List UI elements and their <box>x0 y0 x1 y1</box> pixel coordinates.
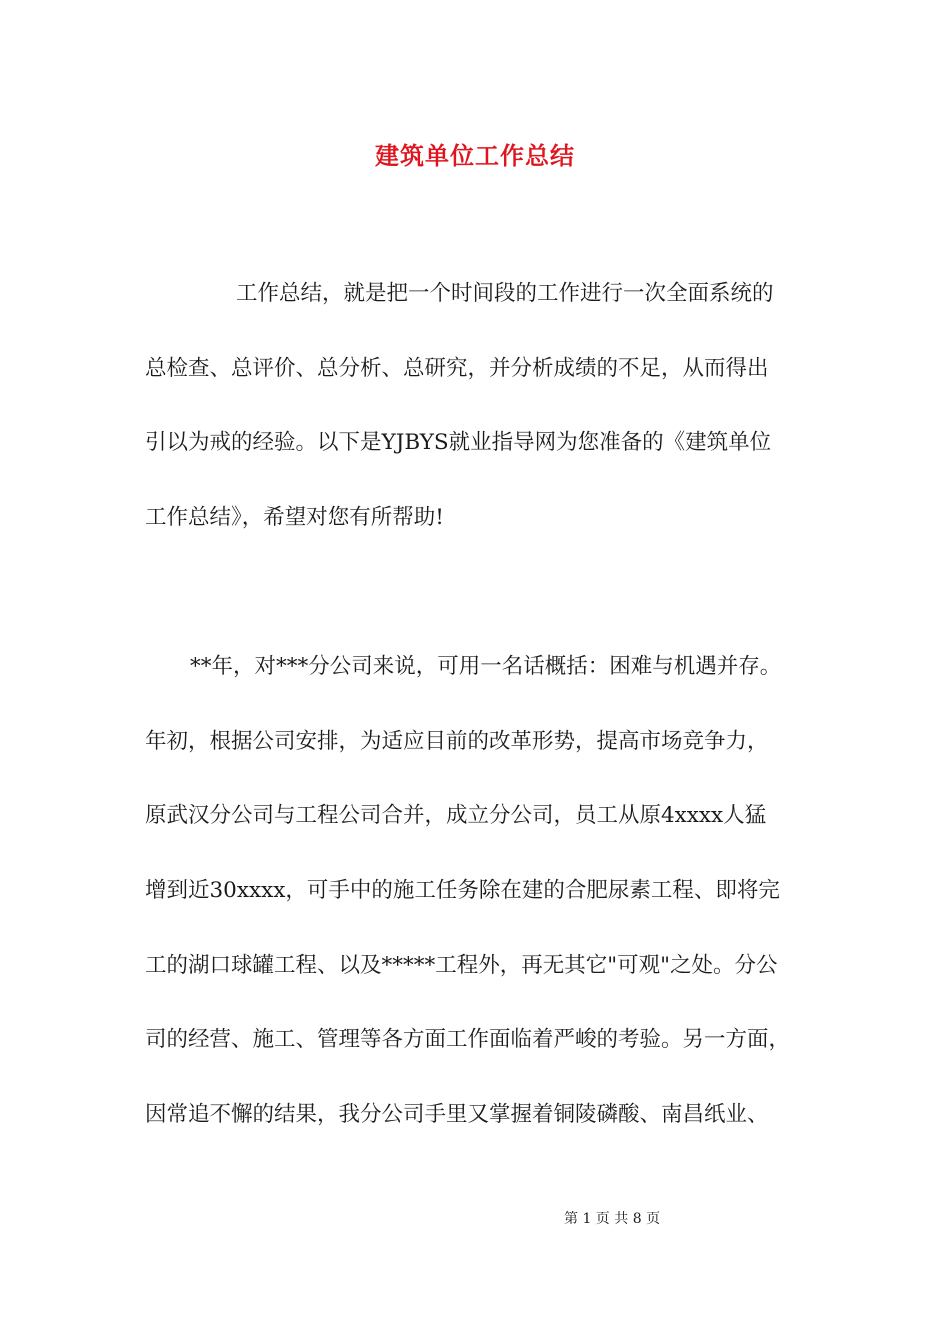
body-line: 司的经营、施工、管理等各方面工作面临着严峻的考验。另一方面， <box>145 1027 791 1052</box>
body-line: 年初，根据公司安排，为适应目前的改革形势，提高市场竞争力， <box>145 729 769 754</box>
document-title: 建筑单位工作总结 <box>375 142 575 170</box>
intro-line: 总检查、总评价、总分析、总研究，并分析成绩的不足，从而得出 <box>145 356 769 381</box>
body-line: 原武汉分公司与工程公司合并，成立分公司，员工从原4xxxx人猛 <box>145 803 767 828</box>
intro-line: 工作总结》，希望对您有所帮助! <box>145 505 444 530</box>
body-line: 增到近30xxxx，可手中的施工任务除在建的合肥尿素工程、即将完 <box>145 878 780 903</box>
body-line: **年，对***分公司来说，可用一名话概括：困难与机遇并存。 <box>190 654 782 679</box>
intro-line: 工作总结，就是把一个时间段的工作进行一次全面系统的 <box>236 281 774 306</box>
intro-line: 引以为戒的经验。以下是YJBYS就业指导网为您准备的《建筑单位 <box>145 430 772 455</box>
body-line: 因常追不懈的结果，我分公司手里又掌握着铜陵磷酸、南昌纸业、 <box>145 1102 769 1127</box>
page-number-footer: 第 1 页 共 8 页 <box>564 1211 661 1227</box>
body-line: 工的湖口球罐工程、以及*****工程外，再无其它"可观"之处。分公 <box>145 953 778 978</box>
